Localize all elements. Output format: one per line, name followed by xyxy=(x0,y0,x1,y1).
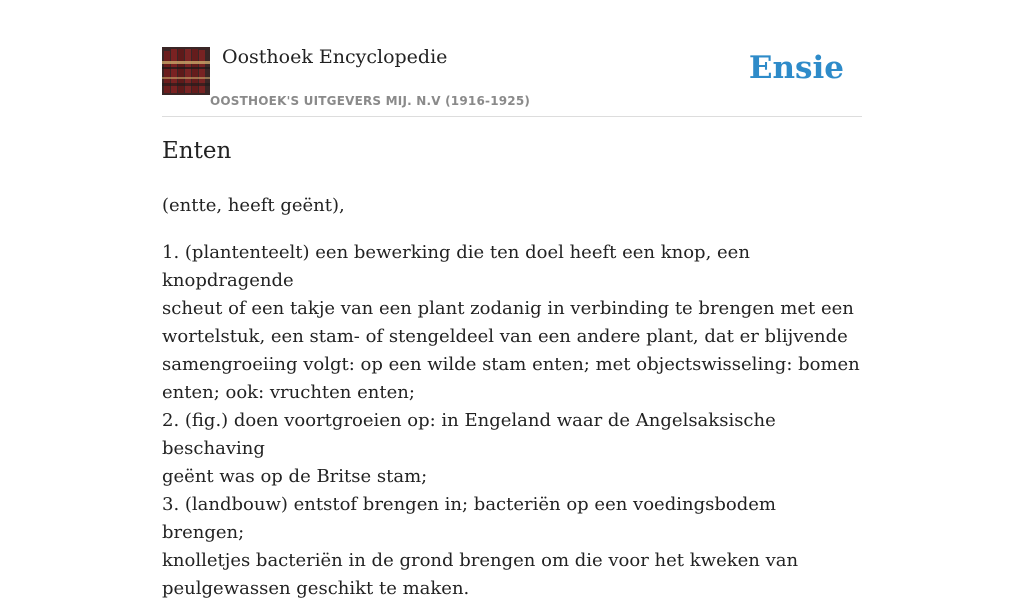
entry-body xyxy=(162,192,862,603)
encyclopedia-books-icon xyxy=(162,47,210,95)
definition-line: peulgewassen geschikt te maken. xyxy=(162,578,470,599)
source-logo[interactable] xyxy=(162,47,210,95)
definition-line: 1. (plantenteelt) een bewerking die ten doel heeft een knop, een knopdragende xyxy=(162,242,750,291)
entry-title: Enten xyxy=(162,138,232,164)
definition-line: 3. (landbouw) entstof brengen in; bacteriën op een voedingsbodem brengen; xyxy=(162,494,776,543)
definition-line: geënt was op de Britse stam; xyxy=(162,466,428,487)
definition-line: samengroeiing volgt: op een wilde stam enten; met objectswisseling: bomen xyxy=(162,354,860,375)
definition-line: scheut of een takje van een plant zodanig in verbinding te brengen met een xyxy=(162,298,854,319)
definition-line: knolletjes bacteriën in de grond brengen om die voor het kweken van xyxy=(162,550,799,571)
source-header xyxy=(162,38,862,117)
definition-line: wortelstuk, een stam- of stengeldeel van een andere plant, dat er blijvende xyxy=(162,326,848,347)
definition-line: 2. (fig.) doen voortgroeien op: in Engeland waar de Angelsaksische beschaving xyxy=(162,410,776,459)
source-subtitle: OOSTHOEK'S UITGEVERS MIJ. N.V (1916-1925) xyxy=(210,94,531,108)
entry-definitions xyxy=(162,239,862,603)
ensie-logo-link[interactable]: Ensie xyxy=(748,50,844,86)
source-title[interactable]: Oosthoek Encyclopedie xyxy=(222,46,448,68)
definition-line: enten; ook: vruchten enten; xyxy=(162,382,415,403)
entry-grammar: (entte, heeft geënt), xyxy=(162,195,345,216)
